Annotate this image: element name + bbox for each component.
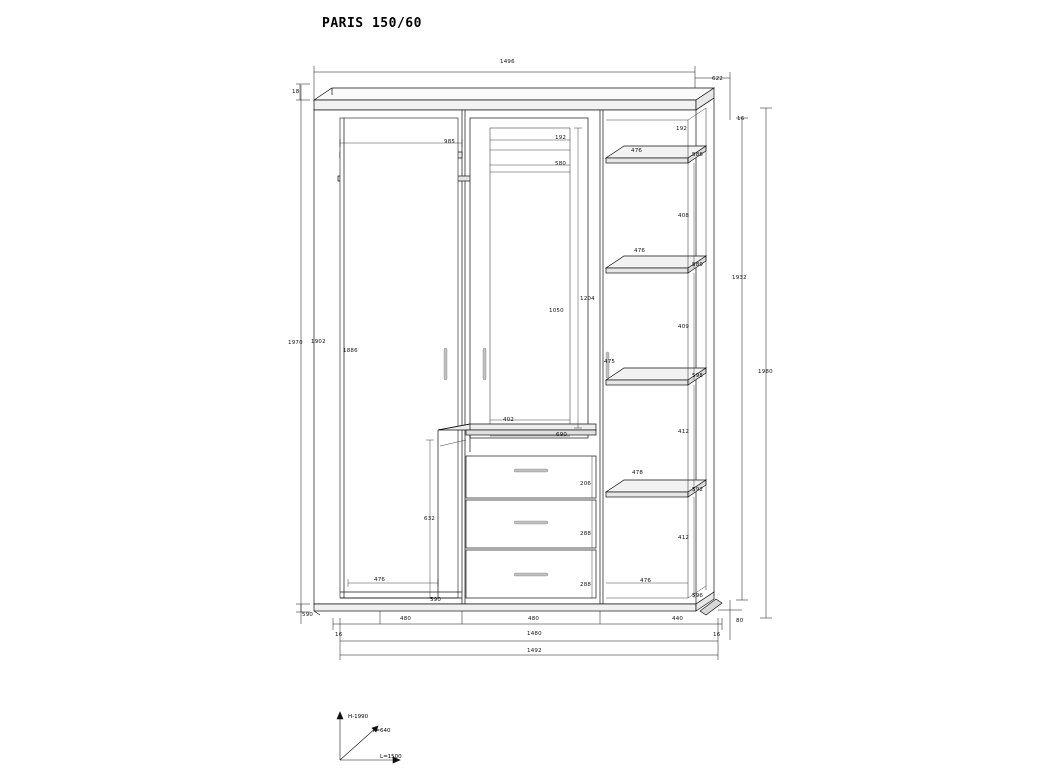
dim-right-shelf-2b: 589 xyxy=(692,262,704,268)
dim-right-total-h: 1980 xyxy=(758,369,773,375)
dim-top-depth: 622 xyxy=(712,76,724,82)
dim-left-inner-h: 1902 xyxy=(311,339,326,345)
dim-right-shelf-5: 476 xyxy=(640,578,652,584)
dim-bottom-plinth: 590 xyxy=(302,612,314,618)
dim-mirror-bottom-w: 690 xyxy=(556,432,568,438)
dim-bottom-panel-r: 16 xyxy=(713,632,721,638)
dim-bottom-foot-r: 80 xyxy=(736,618,744,624)
dim-drawer-2: 288 xyxy=(580,531,592,537)
dim-right-gap-3: 412 xyxy=(678,429,690,435)
dim-left-door-w: 480 xyxy=(400,616,412,622)
dim-bottom-total-in: 1480 xyxy=(527,631,542,637)
dim-mirror-inner: 580 xyxy=(555,161,567,167)
dim-right-bottom-w: 440 xyxy=(672,616,684,622)
legend-height-label: H-1990 xyxy=(348,714,369,720)
dim-right-shelf-1b: 588 xyxy=(692,152,704,158)
dim-left-bottom-seg: 590 xyxy=(430,597,442,603)
dim-right-gap-1: 408 xyxy=(678,213,690,219)
dim-right-shelf-1: 476 xyxy=(631,148,643,154)
dim-rail-width: 985 xyxy=(444,139,456,145)
dim-right-shelf-4: 478 xyxy=(632,470,644,476)
dim-right-shelf-4b: 592 xyxy=(692,487,704,493)
dim-mirror-bottom: 402 xyxy=(503,417,515,423)
dim-left-shelf-w: 476 xyxy=(374,577,386,583)
dim-top-width: 1496 xyxy=(500,59,515,65)
dim-right-gap-4: 412 xyxy=(678,535,690,541)
dim-center-door-w: 480 xyxy=(528,616,540,622)
dim-drawer-3: 288 xyxy=(580,582,592,588)
dim-right-shelf-2: 476 xyxy=(634,248,646,254)
dim-center-sect-h: 632 xyxy=(424,516,436,522)
dim-right-shelf-3b: 598 xyxy=(692,373,704,379)
dim-top-thick-right: 16 xyxy=(737,116,745,122)
dim-right-shelf-5b: 596 xyxy=(692,593,704,599)
dim-right-inner-h: 1932 xyxy=(732,275,747,281)
dim-mirror-height: 1050 xyxy=(549,308,564,314)
dim-mirror-top: 192 xyxy=(555,135,567,141)
dim-right-gap-2: 409 xyxy=(678,324,690,330)
dim-top-thick-left: 18 xyxy=(292,89,300,95)
page-title: PARIS 150/60 xyxy=(322,16,422,31)
dim-mirror-center: 1204 xyxy=(580,296,595,302)
dim-right-top-w: 192 xyxy=(676,126,688,132)
dim-bottom-total-out: 1492 xyxy=(527,648,542,654)
dim-right-shelf-3: 475 xyxy=(604,359,616,365)
legend-depth-label: T=640 xyxy=(372,728,391,734)
carcass-top-board xyxy=(314,88,714,110)
dim-left-total-h: 1970 xyxy=(288,340,303,346)
dim-drawer-1: 206 xyxy=(580,481,592,487)
dim-left-door-h: 1886 xyxy=(343,348,358,354)
legend-length-label: L=1500 xyxy=(380,754,402,760)
dim-bottom-panel-l: 16 xyxy=(335,632,343,638)
